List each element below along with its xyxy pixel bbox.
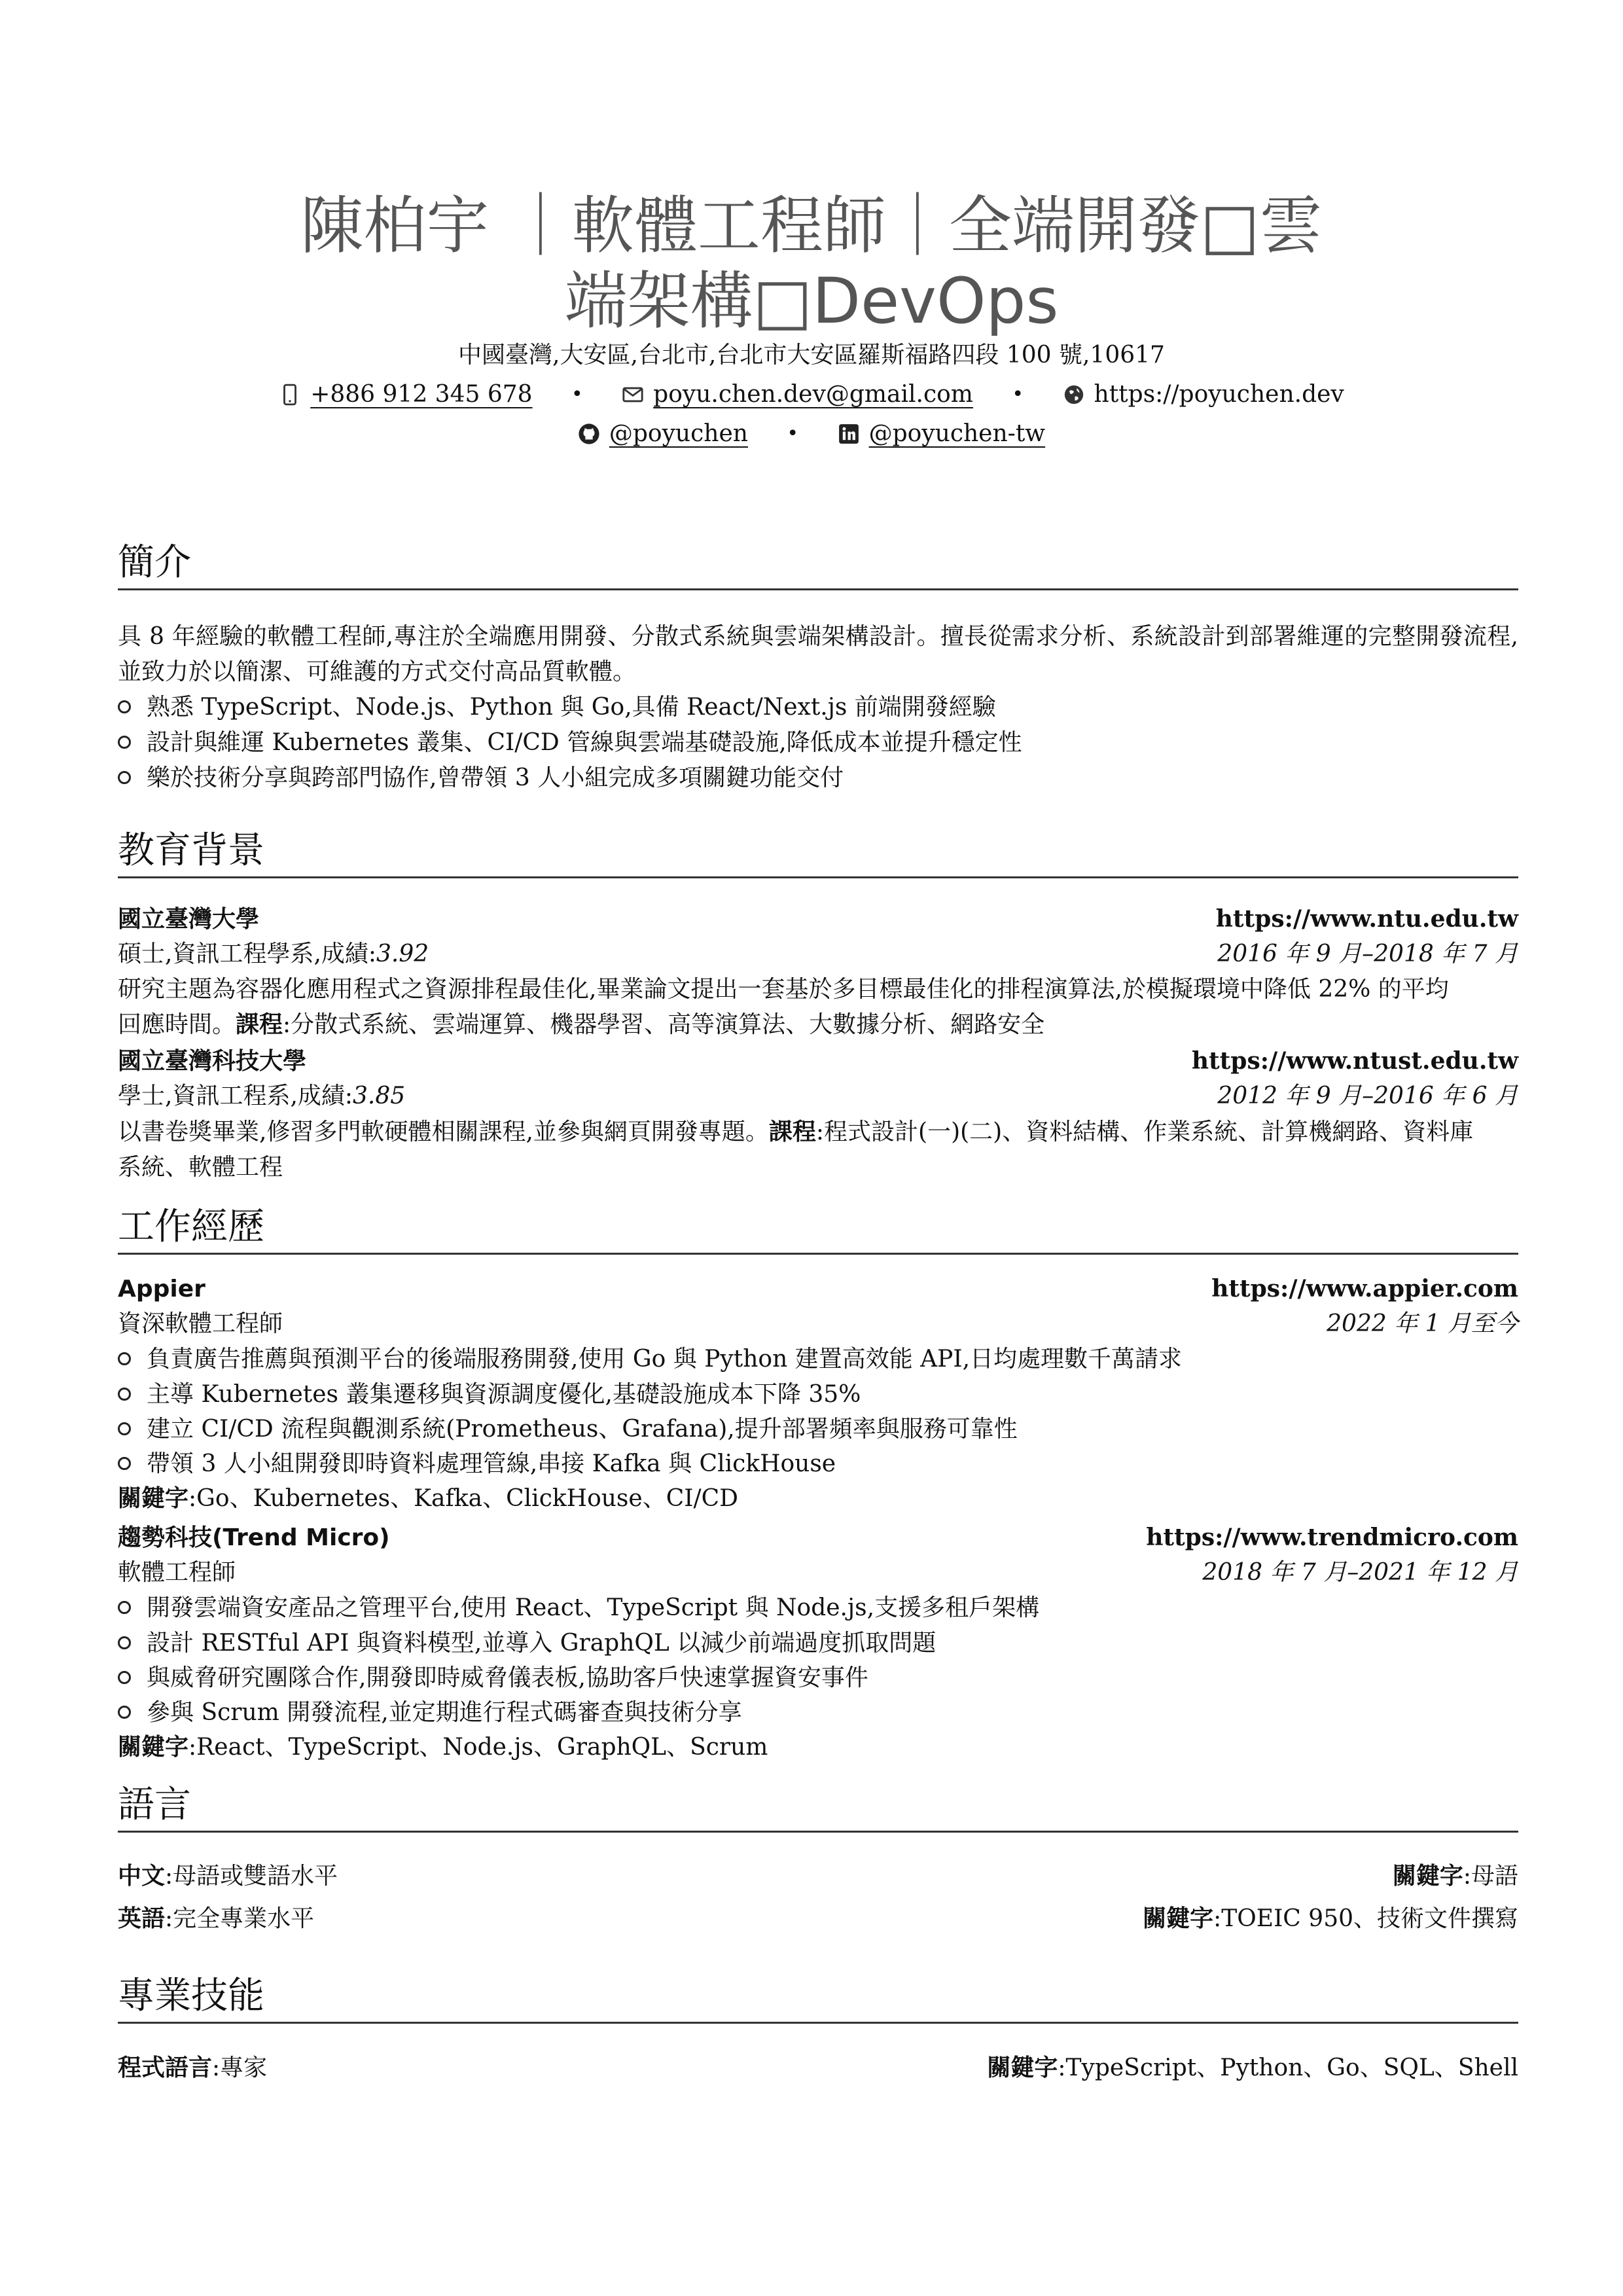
section-heading-education: 教育背景 bbox=[118, 828, 1518, 878]
school-name: 國立臺灣大學 bbox=[118, 906, 260, 933]
language-keywords: 關鍵字:母語 bbox=[1392, 1863, 1518, 1890]
skill-keywords: 關鍵字:TypeScript、Python、Go、SQL、Shell bbox=[987, 2054, 1518, 2081]
school-url[interactable]: https://www.ntu.edu.tw bbox=[1215, 905, 1518, 933]
company-name: 趨勢科技(Trend Micro) bbox=[118, 1524, 390, 1551]
language-name: 英語:完全專業水平 bbox=[118, 1905, 315, 1932]
bullet-circle-icon bbox=[118, 1388, 131, 1401]
address: 中國臺灣,大安區,台北市,台北市大安區羅斯福路四段 100 號,10617 bbox=[458, 342, 1165, 368]
linkedin-link[interactable]: @poyuchen-tw bbox=[868, 420, 1046, 447]
bullet-circle-icon bbox=[118, 1601, 131, 1614]
summary-bullet: 樂於技術分享與跨部門協作,曾帶領 3 人小組完成多項關鍵功能交付 bbox=[118, 761, 1518, 796]
job-bullet: 負責廣告推薦與預測平台的後端服務開發,使用 Go 與 Python 建置高效能 API,日均處理數千萬請求 bbox=[118, 1342, 1518, 1377]
education-description: 以書卷獎畢業,修習多門軟硬體相關課程,並參與網頁開發專題。課程:程式設計(一)(二)、資料結構、作業系統、計算機網路、資料庫 bbox=[118, 1119, 1474, 1145]
job-dates: 2022 年 1 月至今 bbox=[1327, 1310, 1518, 1337]
bullet-circle-icon bbox=[118, 1422, 131, 1435]
language-row bbox=[118, 1859, 1518, 1894]
job-bullet: 主導 Kubernetes 叢集遷移與資源調度優化,基礎設施成本下降 35% bbox=[118, 1377, 1518, 1412]
gpa: 3.92 bbox=[376, 941, 429, 967]
skill-name: 程式語言:專家 bbox=[118, 2054, 268, 2081]
summary-text: 具 8 年經驗的軟體工程師,專注於全端應用開發、分散式系統與雲端架構設計。擅長從需求分析、系統設計到部署維運的完整開發流程,並致力於以簡潔、可維護的方式交付高品質軟體。 bbox=[118, 623, 1518, 685]
globe-icon bbox=[1063, 384, 1085, 406]
website-link[interactable]: https://poyuchen.dev bbox=[1094, 381, 1344, 408]
job-role: 資深軟體工程師 bbox=[118, 1310, 283, 1337]
keyword-label: 關鍵字 bbox=[118, 1734, 189, 1761]
bullet-circle-icon bbox=[118, 1706, 131, 1719]
summary-bullet: 設計與維運 Kubernetes 叢集、CI/CD 管線與雲端基礎設施,降低成本並提升穩定性 bbox=[118, 725, 1518, 761]
github-link[interactable]: @poyuchen bbox=[609, 420, 748, 447]
job-keywords: 關鍵字:Go、Kubernetes、Kafka、ClickHouse、CI/CD bbox=[118, 1485, 739, 1512]
language-row bbox=[118, 1901, 1518, 1937]
email-link[interactable]: poyu.chen.dev@gmail.com bbox=[653, 381, 973, 408]
education-degree-row bbox=[118, 1079, 1518, 1114]
education-degree-row bbox=[118, 937, 1518, 972]
company-name: Appier bbox=[118, 1276, 205, 1302]
bullet-circle-icon bbox=[118, 1636, 131, 1649]
separator-dot: • bbox=[787, 422, 799, 445]
job-bullet: 建立 CI/CD 流程與觀測系統(Prometheus、Grafana),提升部署頻率與服務可靠性 bbox=[118, 1412, 1518, 1447]
education-description: 研究主題為容器化應用程式之資源排程最佳化,畢業論文提出一套基於多目標最佳化的排程演算法,於模擬環境中降低 22% 的平均 bbox=[118, 976, 1449, 1003]
contact-row-social bbox=[118, 414, 1505, 453]
language-keywords: 關鍵字:TOEIC 950、技術文件撰寫 bbox=[1143, 1905, 1518, 1932]
bullet-circle-icon bbox=[118, 736, 131, 749]
language-name: 中文:母語或雙語水平 bbox=[118, 1863, 338, 1890]
section-heading-languages: 語言 bbox=[118, 1782, 1518, 1833]
email-icon bbox=[622, 384, 644, 406]
school-url[interactable]: https://www.ntust.edu.tw bbox=[1191, 1047, 1518, 1075]
section-heading-experience: 工作經歷 bbox=[118, 1204, 1518, 1255]
job-role: 軟體工程師 bbox=[118, 1559, 236, 1586]
job-dates: 2018 年 7 月–2021 年 12 月 bbox=[1202, 1559, 1518, 1586]
education-entry-header bbox=[118, 901, 1518, 937]
name-title-line-2: 端架構□DevOps bbox=[564, 264, 1059, 338]
phone-contact[interactable] bbox=[279, 376, 532, 414]
linkedin-contact[interactable] bbox=[838, 415, 1046, 453]
section-heading-summary: 簡介 bbox=[118, 540, 1518, 590]
education-dates: 2012 年 9 月–2016 年 6 月 bbox=[1217, 1083, 1518, 1109]
job-header bbox=[118, 1520, 1518, 1556]
website-contact[interactable] bbox=[1063, 376, 1344, 414]
github-icon bbox=[578, 423, 600, 445]
degree: 學士,資訊工程系,成績:3.85 bbox=[118, 1083, 406, 1109]
school-name: 國立臺灣科技大學 bbox=[118, 1048, 307, 1075]
education-entry-header bbox=[118, 1043, 1518, 1079]
name-title-line-1: 陳柏宇 ｜軟體工程師｜全端開發□雲 bbox=[300, 189, 1323, 262]
bullet-circle-icon bbox=[118, 700, 131, 713]
degree: 碩士,資訊工程學系,成績:3.92 bbox=[118, 941, 429, 967]
job-role-row bbox=[118, 1306, 1518, 1342]
education-courses: 系統、軟體工程 bbox=[118, 1154, 283, 1181]
section-heading-skills: 專業技能 bbox=[118, 1973, 1518, 2024]
job-bullet: 帶領 3 人小組開發即時資料處理管線,串接 Kafka 與 ClickHouse bbox=[118, 1446, 1518, 1482]
github-contact[interactable] bbox=[578, 415, 748, 453]
education-dates: 2016 年 9 月–2018 年 7 月 bbox=[1217, 941, 1518, 967]
course-label: 課程 bbox=[236, 1011, 283, 1038]
email-contact[interactable] bbox=[622, 376, 973, 414]
bullet-circle-icon bbox=[118, 1671, 131, 1684]
job-bullet: 設計 RESTful API 與資料模型,並導入 GraphQL 以減少前端過度抓取問題 bbox=[118, 1626, 1518, 1661]
skill-row bbox=[118, 2051, 1518, 2086]
linkedin-icon bbox=[838, 423, 860, 445]
separator-dot: • bbox=[1012, 383, 1024, 406]
job-bullet: 與威脅研究團隊合作,開發即時威脅儀表板,協助客戶快速掌握資安事件 bbox=[118, 1660, 1518, 1696]
summary-bullet: 熟悉 TypeScript、Node.js、Python 與 Go,具備 React/Next.js 前端開發經驗 bbox=[118, 690, 1518, 725]
company-url[interactable]: https://www.appier.com bbox=[1211, 1275, 1518, 1302]
education-courses: 回應時間。課程:分散式系統、雲端運算、機器學習、高等演算法、大數據分析、網路安全 bbox=[118, 1011, 1045, 1038]
job-bullet: 開發雲端資安產品之管理平台,使用 React、TypeScript 與 Node.js,支援多租戶架構 bbox=[118, 1590, 1518, 1626]
bullet-circle-icon bbox=[118, 1457, 131, 1470]
job-header bbox=[118, 1271, 1518, 1307]
gpa: 3.85 bbox=[353, 1083, 406, 1109]
job-keywords: 關鍵字:React、TypeScript、Node.js、GraphQL、Scrum bbox=[118, 1734, 768, 1761]
job-bullet: 參與 Scrum 開發流程,並定期進行程式碼審查與技術分享 bbox=[118, 1695, 1518, 1731]
phone-link[interactable]: +886 912 345 678 bbox=[310, 381, 533, 408]
separator-dot: • bbox=[571, 383, 583, 406]
contact-row-primary bbox=[118, 374, 1505, 414]
job-role-row bbox=[118, 1555, 1518, 1590]
course-label: 課程 bbox=[768, 1119, 816, 1145]
keyword-label: 關鍵字 bbox=[118, 1485, 189, 1512]
bullet-circle-icon bbox=[118, 1352, 131, 1365]
bullet-circle-icon bbox=[118, 771, 131, 784]
company-url[interactable]: https://www.trendmicro.com bbox=[1146, 1524, 1518, 1551]
phone-icon bbox=[279, 384, 301, 406]
